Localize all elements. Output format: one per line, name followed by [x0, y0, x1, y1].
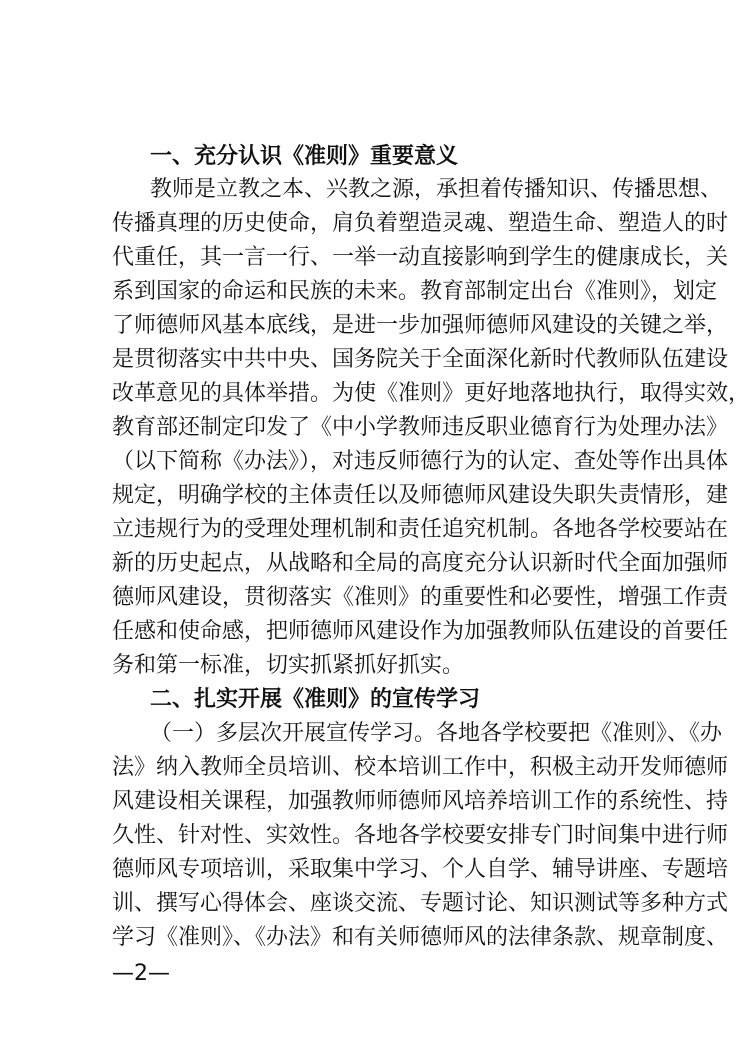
paragraph-line: 德师风专项培训，采取集中学习、个人自学、辅导讲座、专题培 — [112, 857, 729, 882]
paragraph-line: 新的历史起点，从战略和全局的高度充分认识新时代全面加强师 — [112, 551, 729, 576]
paragraph-line: 学习《准则》、《办法》和有关师德师风的法律条款、规章制度、 — [112, 925, 729, 950]
section-heading-2: 二、扎实开展《准则》的宣传学习 — [150, 687, 481, 712]
paragraph-line: 了师德师风基本底线，是进一步加强师德师风建设的关键之举， — [112, 313, 729, 338]
paragraph-line: 风建设相关课程，加强教师师德师风培养培训工作的系统性、持 — [112, 789, 729, 814]
paragraph-line: 规定，明确学校的主体责任以及师德师风建设失职失责情形，建 — [112, 483, 729, 508]
paragraph-line: （以下简称《办法》），对违反师德行为的认定、查处等作出具体 — [112, 449, 729, 474]
paragraph-line: 代重任，其一言一行、一举一动直接影响到学生的健康成长，关 — [112, 245, 729, 270]
paragraph-line: 是贯彻落实中共中央、国务院关于全面深化新时代教师队伍建设 — [112, 347, 729, 372]
paragraph-line: 务和第一标准，切实抓紧抓好抓实。 — [112, 653, 465, 678]
paragraph-line: 训、撰写心得体会、座谈交流、专题讨论、知识测试等多种方式 — [112, 891, 729, 916]
section-heading-1: 一、充分认识《准则》重要意义 — [150, 144, 459, 169]
paragraph-line: 任感和使命感，把师德师风建设作为加强教师队伍建设的首要任 — [112, 619, 729, 644]
paragraph-line: 系到国家的命运和民族的未来。教育部制定出台《准则》，划定 — [112, 279, 718, 304]
paragraph-line: （一）多层次开展宣传学习。各地各学校要把《准则》、《办 — [150, 721, 723, 746]
paragraph-line: 教育部还制定印发了《中小学教师违反职业德育行为处理办法》 — [112, 415, 729, 440]
paragraph-line: 法》纳入教师全员培训、校本培训工作中，积极主动开发师德师 — [112, 755, 729, 780]
paragraph-line: 德师风建设，贯彻落实《准则》的重要性和必要性，增强工作责 — [112, 585, 729, 610]
page-number: —2— — [112, 961, 170, 986]
paragraph-line: 久性、针对性、实效性。各地各学校要安排专门时间集中进行师 — [112, 823, 729, 848]
paragraph-line: 改革意见的具体举措。为使《准则》更好地落地执行，取得实效， — [112, 381, 750, 406]
paragraph-line: 立违规行为的受理处理机制和责任追究机制。各地各学校要站在 — [112, 517, 729, 542]
paragraph-line: 传播真理的历史使命，肩负着塑造灵魂、塑造生命、塑造人的时 — [112, 211, 729, 236]
paragraph-line: 教师是立教之本、兴教之源，承担着传播知识、传播思想、 — [150, 177, 723, 202]
